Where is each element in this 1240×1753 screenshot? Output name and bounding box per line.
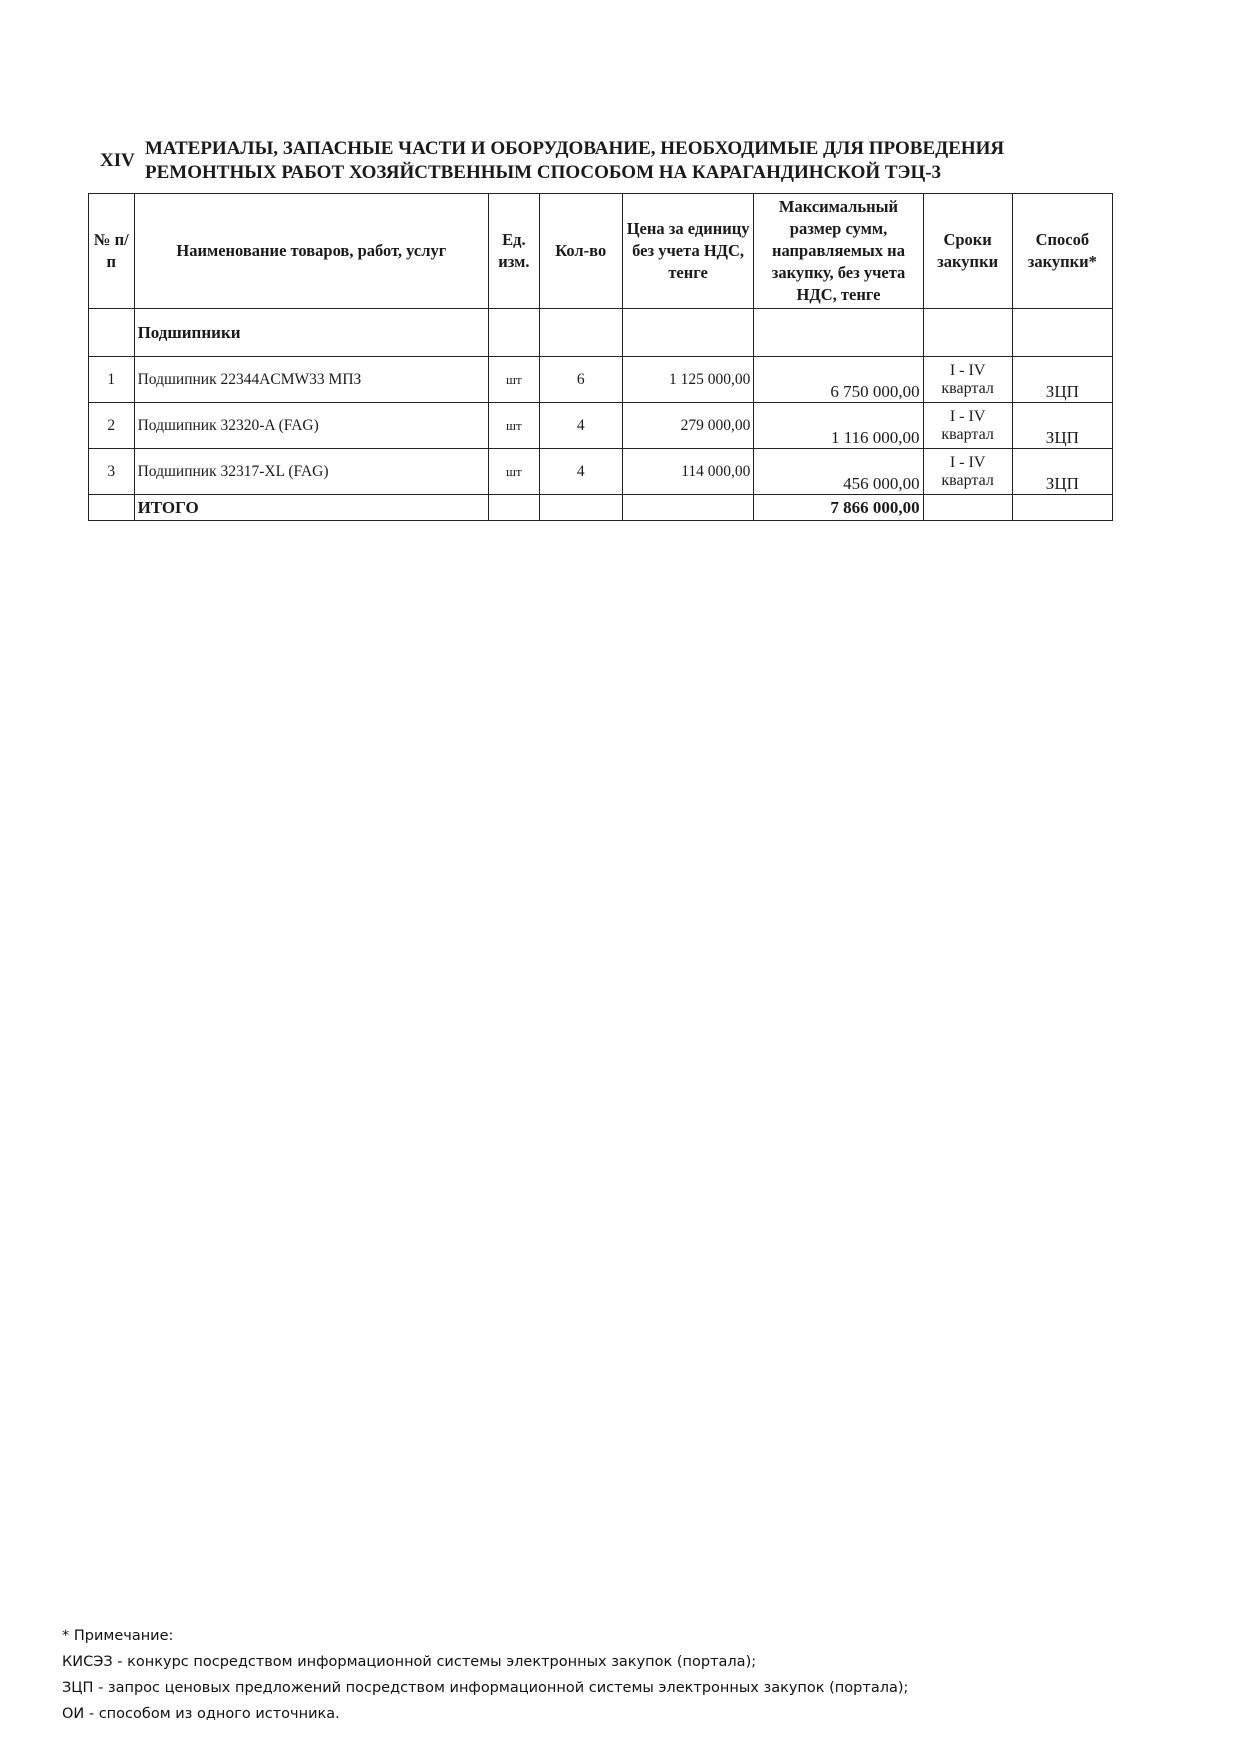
table-row [89,357,1113,403]
footnotes [62,1623,908,1727]
row-unit: шт [489,357,540,403]
row-num: 3 [89,449,135,495]
note-kisez: КИСЭЗ - конкурс посредством информационной системы электронных закупок (портала); [62,1654,757,1670]
header-term: Сроки закупки [923,194,1012,309]
header-method: Способ закупки* [1012,194,1112,309]
row-name: Подшипник 32320-A (FAG) [134,403,489,449]
note-zcp: ЗЦП - запрос ценовых предложений посредством информационной системы электронных закупок (портала); [62,1680,909,1696]
row-name: Подшипник 32317-XL (FAG) [134,449,489,495]
row-term: I - IV квартал [923,449,1012,495]
row-method: ЗЦП [1012,357,1112,403]
header-price: Цена за единицу без учета НДС, тенге [622,194,754,309]
row-qty: 4 [539,403,622,449]
row-name: Подшипник 22344ACMW33 МПЗ [134,357,489,403]
procurement-table [88,193,1113,521]
notes-heading: * Примечание: [62,1628,174,1644]
header-sum: Максимальный размер сумм, направляемых на закупку, без учета НДС, тенге [754,194,923,309]
total-sum: 7 866 000,00 [754,495,923,521]
row-qty: 4 [539,449,622,495]
row-unit: шт [489,403,540,449]
row-price: 1 125 000,00 [622,357,754,403]
group-label: Подшипники [134,309,489,357]
row-method: ЗЦП [1012,449,1112,495]
row-price: 114 000,00 [622,449,754,495]
total-label: ИТОГО [134,495,489,521]
row-sum: 1 116 000,00 [754,403,923,449]
header-unit: Ед. изм. [489,194,540,309]
group-row [89,309,1113,357]
title-line-1: МАТЕРИАЛЫ, ЗАПАСНЫЕ ЧАСТИ И ОБОРУДОВАНИЕ, НЕОБХОДИМЫЕ ДЛЯ ПРОВЕДЕНИЯ [145,138,1005,159]
table-row [89,403,1113,449]
note-oi: ОИ - способом из одного источника. [62,1706,340,1722]
section-number: XIV [100,150,135,171]
header-num: № п/п [89,194,135,309]
row-price: 279 000,00 [622,403,754,449]
table-header-row [89,194,1113,309]
title-line-2: РЕМОНТНЫХ РАБОТ ХОЗЯЙСТВЕННЫМ СПОСОБОМ НА КАРАГАНДИНСКОЙ ТЭЦ-3 [145,162,942,183]
row-num: 2 [89,403,135,449]
row-method: ЗЦП [1012,403,1112,449]
total-row [89,495,1113,521]
row-num: 1 [89,357,135,403]
row-term: I - IV квартал [923,357,1012,403]
row-sum: 6 750 000,00 [754,357,923,403]
row-sum: 456 000,00 [754,449,923,495]
table-row [89,449,1113,495]
row-qty: 6 [539,357,622,403]
row-unit: шт [489,449,540,495]
header-qty: Кол-во [539,194,622,309]
row-term: I - IV квартал [923,403,1012,449]
header-name: Наименование товаров, работ, услуг [134,194,489,309]
document-title [145,137,1045,185]
